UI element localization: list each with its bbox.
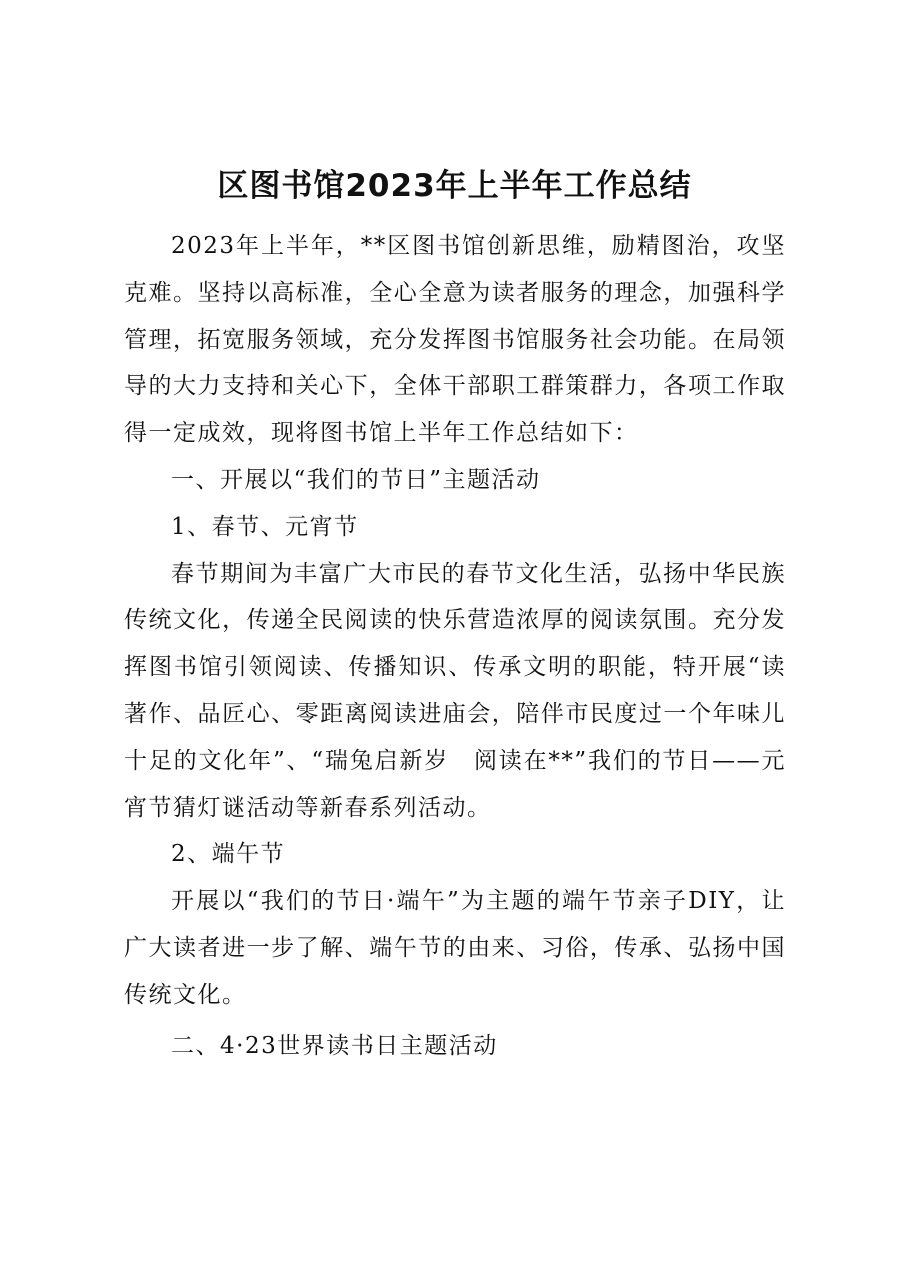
section-heading-1: 一、开展以“我们的节日”主题活动 xyxy=(171,466,541,493)
section-heading-2: 二、4·23世界读书日主题活动 xyxy=(171,1032,498,1059)
spring-festival-paragraph: 春节期间为丰富广大市民的春节文化生活，弘扬中华民族传统文化，传递全民阅读的快乐营造浓厚的阅读氛围。充分发挥图书馆引领阅读、传播知识、传承文明的职能，特开展“读著作、品匠心、零距离阅读进庙会，陪伴市民度过一个年味儿十足的文化年”、“瑞兔启新岁 阅读在**”我们的节日——元宵节猜灯谜活动等新春系列活动。 xyxy=(124,560,786,821)
subsection-heading-dragon-boat: 2、端午节 xyxy=(171,841,286,868)
intro-paragraph: 2023年上半年，**区图书馆创新思维，励精图治，攻坚克难。坚持以高标准，全心全意为读者服务的理念，加强科学管理，拓宽服务领域，充分发挥图书馆服务社会功能。在局领导的大力支持和关心下，全体干部职工群策群力，各项工作取得一定成效，现将图书馆上半年工作总结如下： xyxy=(124,233,786,447)
document-title: 区图书馆2023年上半年工作总结 xyxy=(217,168,692,204)
document-body xyxy=(124,223,786,1069)
subsection-heading-spring-festival: 1、春节、元宵节 xyxy=(171,513,359,540)
dragon-boat-paragraph: 开展以“我们的节日·端午”为主题的端午节亲子DIY，让广大读者进一步了解、端午节的由来、习俗，传承、弘扬中国传统文化。 xyxy=(124,888,786,1008)
